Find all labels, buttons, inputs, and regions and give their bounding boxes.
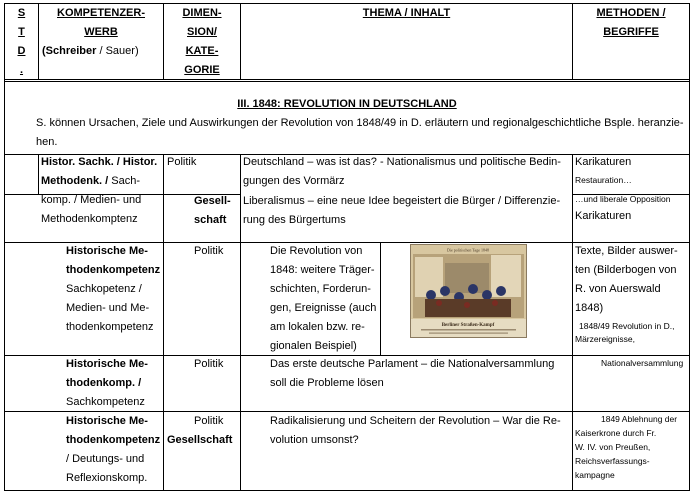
kompetenz-cell: Reflexionskomp. bbox=[66, 472, 148, 484]
dimension-header-line: GORIE bbox=[184, 64, 220, 76]
section-description: S. können Ursachen, Ziele und Auswirkungen der Revolution von 1848/49 in D. erläutern und regionalgeschichtliche Bsple. heranzie- bbox=[36, 117, 684, 129]
methoden-cell: Karikaturen bbox=[575, 210, 632, 222]
thema-cell: rung des Bürgertums bbox=[243, 214, 346, 226]
thema-cell: schichten, Forderun- bbox=[270, 283, 371, 295]
dimension-cell: schaft bbox=[194, 214, 227, 226]
thema-cell: volution umsonst? bbox=[270, 434, 359, 446]
thema-cell: Deutschland – was ist das? - Nationalismus und politische Bedin- bbox=[243, 156, 561, 168]
col-border bbox=[38, 154, 39, 195]
kompetenz-cell: / Deutungs- und bbox=[66, 453, 145, 465]
kompetenz-cell: Medien- und Me- bbox=[66, 302, 150, 314]
thema-cell: Das erste deutsche Parlament – die Nationalversammlung bbox=[270, 358, 555, 370]
methoden-cell: 1848) bbox=[575, 302, 604, 314]
methoden-cell: Texte, Bilder auswer- bbox=[575, 245, 678, 257]
methoden-cell: …und liberale Opposition bbox=[575, 194, 671, 204]
methoden-cell: Kaiserkrone durch Fr. bbox=[575, 428, 657, 438]
table-bottom-border bbox=[4, 490, 690, 491]
dimension-cell: Politik bbox=[194, 415, 224, 427]
section-title: III. 1848: REVOLUTION IN DEUTSCHLAND bbox=[237, 98, 457, 110]
kompetenz-header-line: KOMPETENZER- bbox=[57, 7, 145, 19]
thema-cell: gungen des Vormärz bbox=[243, 175, 345, 187]
table-right-border bbox=[689, 3, 690, 491]
kompetenz-cell: Sachkopetenz / bbox=[66, 283, 142, 295]
methoden-cell: Reichsverfassungs- bbox=[575, 456, 650, 466]
kompetenz-cell: Historische Me- bbox=[66, 358, 148, 370]
kompetenz-header-author-rest: / Sauer) bbox=[96, 45, 139, 57]
methoden-cell: ten (Bilderbogen von bbox=[575, 264, 677, 276]
methoden-cell: kampagne bbox=[575, 470, 615, 480]
dimension-cell: Gesellschaft bbox=[167, 434, 233, 446]
std-letter: . bbox=[19, 64, 24, 76]
dimension-header-line: DIMEN- bbox=[182, 7, 222, 19]
methoden-cell: Restauration… bbox=[575, 175, 632, 185]
image-caption-bottom: Berliner Straßen-Kampf bbox=[441, 323, 495, 328]
dimension-cell: Politik bbox=[167, 156, 197, 168]
thema-cell: gionalen Beispiel) bbox=[270, 340, 357, 352]
header-bottom-border bbox=[4, 79, 690, 80]
methoden-cell: 1849 Ablehnung der bbox=[601, 414, 678, 424]
col-border bbox=[240, 154, 241, 491]
methoden-cell: 1848/49 Revolution in D., bbox=[579, 321, 675, 331]
section-description: hen. bbox=[36, 136, 58, 148]
kompetenz-cell: thodenkompetenz bbox=[66, 321, 154, 333]
kompetenz-cell: Methodenk. / Sach- bbox=[41, 175, 141, 187]
kompetenz-cell: Historische Me- bbox=[66, 415, 148, 427]
methoden-cell: Märzereignisse, bbox=[575, 334, 635, 344]
col-border bbox=[163, 154, 164, 491]
methoden-header-line: BEGRIFFE bbox=[603, 26, 659, 38]
thema-cell: soll die Probleme lösen bbox=[270, 377, 384, 389]
std-letter: T bbox=[18, 26, 25, 38]
kompetenz-cell: Sachkompetenz bbox=[66, 396, 145, 408]
thema-cell: Radikalisierung und Scheitern der Revolution – War die Re- bbox=[270, 415, 561, 427]
row-border bbox=[4, 81, 690, 82]
kompetenz-cell: Methodenkomptenz bbox=[41, 213, 138, 225]
methoden-cell: W. IV. von Preußen, bbox=[575, 442, 651, 452]
dimension-header-line: SION/ bbox=[187, 26, 217, 38]
std-letter: D bbox=[17, 45, 26, 57]
dimension-cell: Politik bbox=[194, 245, 224, 257]
kompetenz-cell: Histor. Sachk. / Histor. bbox=[41, 156, 158, 168]
thema-header: THEMA / INHALT bbox=[362, 7, 451, 19]
dimension-cell: Gesell- bbox=[194, 195, 231, 207]
thema-cell: 1848: weitere Träger- bbox=[270, 264, 375, 276]
thema-cell: gen, Ereignisse (auch bbox=[270, 302, 377, 314]
thema-cell: Die Revolution von bbox=[270, 245, 363, 257]
thema-cell: am lokalen bzw. re- bbox=[270, 321, 365, 333]
std-letter: S bbox=[17, 7, 26, 19]
dimension-header-line: KATE- bbox=[185, 45, 219, 57]
barricade-scene-image bbox=[411, 245, 526, 337]
kompetenz-cell: komp. / Medien- und bbox=[41, 194, 142, 206]
col-border bbox=[572, 154, 573, 491]
image-caption-top: Die politischen Tage 1848 bbox=[447, 247, 489, 253]
kompetenz-cell: thodenkomp. / bbox=[66, 377, 142, 389]
methoden-cell: R. von Auerswald bbox=[575, 283, 661, 295]
methoden-cell: Nationalversammlung bbox=[601, 358, 684, 368]
dimension-cell: Politik bbox=[194, 358, 224, 370]
revolution-illustration bbox=[410, 244, 527, 338]
col-border bbox=[380, 242, 381, 356]
kompetenz-cell: thodenkompetenz bbox=[66, 264, 161, 276]
kompetenz-cell: Historische Me- bbox=[66, 245, 148, 257]
methoden-cell: Karikaturen bbox=[575, 156, 632, 168]
methoden-header-line: METHODEN / bbox=[596, 7, 666, 19]
kompetenz-header-line: WERB bbox=[84, 26, 118, 38]
kompetenz-header-author-bold: (Schreiber bbox=[42, 45, 97, 57]
thema-cell: Liberalismus – eine neue Idee begeistert die Bürger / Differenzie- bbox=[243, 195, 561, 207]
kompetenz-header-authors bbox=[42, 42, 139, 61]
kompetenz-cell: thodenkompetenz bbox=[66, 434, 161, 446]
